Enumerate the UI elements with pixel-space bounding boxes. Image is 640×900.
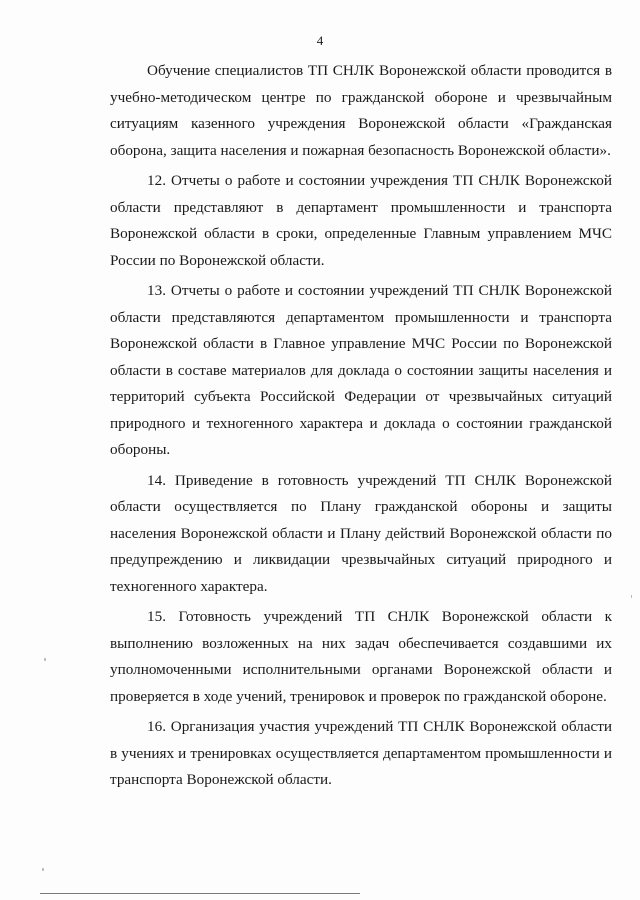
scan-speck bbox=[42, 868, 44, 871]
paragraph-16: 16. Организация участия учреждений ТП СНЛК Воронежской области в учениях и тренировках осуществляется департаментом промышленности и транспорта Воронежской области. bbox=[110, 718, 612, 788]
page-number: 4 bbox=[316, 33, 324, 48]
paragraph-15: 15. Готовность учреждений ТП СНЛК Воронежской области к выполнению возложенных на них задач обеспечивается создавшими их уполномоченными исполнительными органами Воронежской области и проверяется в ходе учений, тренировок и проверок по гражданской обороне. bbox=[110, 608, 612, 705]
paragraph-14: 14. Приведение в готовность учреждений ТП СНЛК Воронежской области осуществляется по Плану гражданской обороны и защиты населения Воронежской области и Плану действий Воронежской области по предупреждению и ликвидации чрезвычайных ситуаций природного и техногенного характера. bbox=[110, 471, 612, 595]
paragraph-13: 13. Отчеты о работе и состоянии учреждений ТП СНЛК Воронежской области представляются департаментом промышленности и транспорта Воронежской области в Главное управление МЧС России по Воронежской области в составе материалов для доклада о состоянии защиты населения и территорий субъекта Российской Федерации от чрезвычайных ситуаций природного и техногенного характера и доклада о состоянии гражданской обороны. bbox=[110, 282, 612, 458]
page-bottom-edge-line bbox=[40, 893, 360, 894]
scan-speck bbox=[631, 595, 632, 598]
document-body bbox=[110, 58, 612, 798]
scan-speck bbox=[44, 658, 46, 661]
paragraph-training: Обучение специалистов ТП СНЛК Воронежской области проводится в учебно-методическом центре по гражданской обороне и чрезвычайным ситуациям казенного учреждения Воронежской области «Гражданская оборона, защита населения и пожарная безопасность Воронежской области». bbox=[110, 62, 612, 159]
paragraph-12: 12. Отчеты о работе и состоянии учреждения ТП СНЛК Воронежской области представляют в департамент промышленности и транспорта Воронежской области в сроки, определенные Главным управлением МЧС России по Воронежской области. bbox=[110, 172, 612, 269]
